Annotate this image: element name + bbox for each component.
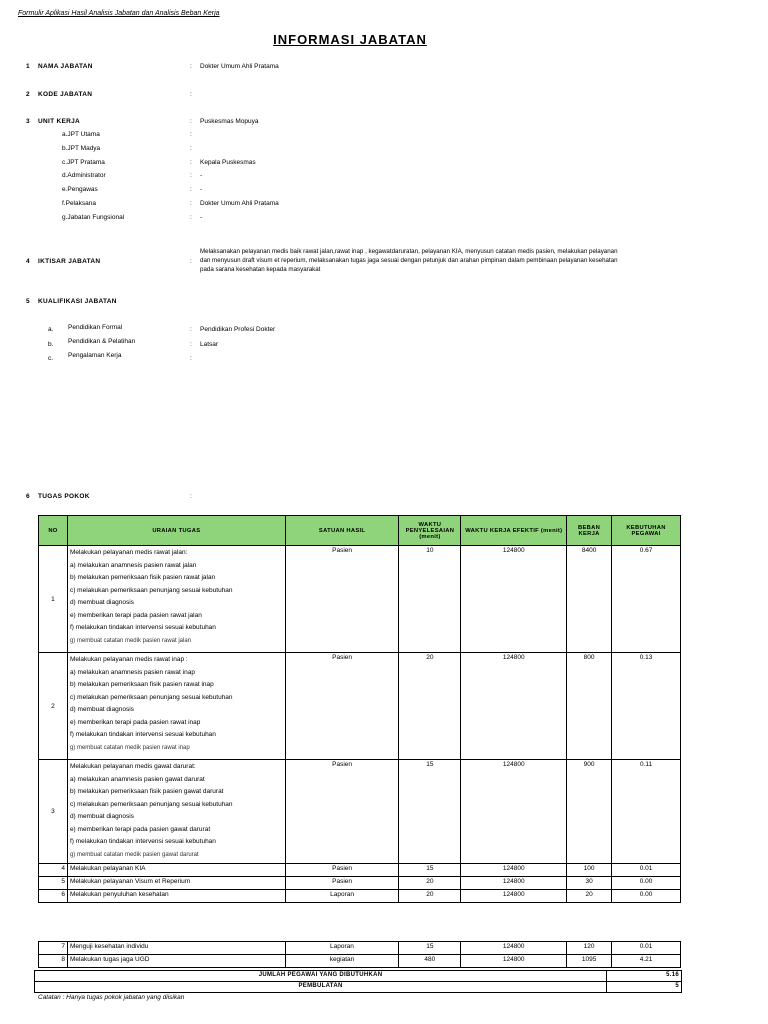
- table-row: [39, 653, 681, 760]
- task-line: g) membuat catatan medik pasien gawat darurat: [69, 851, 199, 858]
- task-line: e) memberikan terapi pada pasien gawat darurat: [69, 825, 211, 833]
- kualifikasi-letter: a.: [48, 326, 54, 333]
- kualifikasi-value: Latsar: [200, 341, 219, 348]
- task-line: f) melakukan tindakan intervensi sesuai kebutuhan: [69, 838, 216, 845]
- row-waktu: 10: [399, 546, 461, 653]
- pembulatan-value: 5: [607, 982, 682, 993]
- row-task: Melakukan pelayanan KIA: [67, 864, 285, 877]
- field-no: 2: [26, 91, 30, 98]
- unit-sub-value: -: [200, 186, 203, 193]
- row-task: Melakukan penyuluhan kesehatan: [67, 890, 285, 903]
- col-header-no: NO: [39, 516, 68, 546]
- tugas-pokok-table: [38, 515, 681, 903]
- col-header-beban: BEBAN KERJA: [567, 516, 612, 546]
- row-no: 4: [39, 864, 68, 877]
- row-beban: 8400: [567, 546, 612, 653]
- row-kebutuhan: 0.67: [612, 546, 681, 653]
- col-header-waktu-efektif: WAKTU KERJA EFEKTIF (menit): [461, 516, 567, 546]
- row-no: 3: [39, 760, 68, 864]
- task-line: a) melakukan anamnesis pasien rawat inap: [69, 668, 195, 676]
- colon: :: [190, 214, 192, 221]
- kualifikasi-label: Pendidikan Formal: [68, 324, 123, 331]
- unit-sub-label: e.Pengawas: [62, 186, 98, 193]
- row-beban: 1095: [567, 955, 612, 968]
- row-efektif: 124800: [461, 955, 567, 968]
- kualifikasi-value: Pendidikan Profesi Dokter: [200, 326, 276, 333]
- unit-sub-label: b.JPT Madya: [62, 145, 101, 152]
- unit-sub-label: a.JPT Utama: [62, 131, 100, 138]
- row-kebutuhan: 4.21: [612, 955, 681, 968]
- colon: :: [190, 145, 192, 152]
- table-row: [39, 864, 681, 877]
- row-no: 2: [39, 653, 68, 760]
- row-task: [67, 653, 285, 760]
- task-line: b) melakukan pemeriksaan fisik pasien rawat jalan: [69, 574, 216, 581]
- task-line: a) melakukan anamnesis pasien gawat darurat: [69, 775, 205, 783]
- unit-sub-label: f.Pelaksana: [62, 200, 96, 207]
- col-header-waktu: WAKTU PENYELESAIAN (menit): [399, 516, 461, 546]
- task-line: c) melakukan pemeriksaan penunjang sesuai kebutuhan: [69, 693, 233, 701]
- jumlah-row: [35, 971, 682, 982]
- pembulatan-row: [35, 982, 682, 993]
- row-satuan: Laporan: [285, 942, 399, 955]
- row-kebutuhan: 0.13: [612, 653, 681, 760]
- row-beban: 120: [567, 942, 612, 955]
- task-line: c) melakukan pemeriksaan penunjang sesuai kebutuhan: [69, 800, 233, 808]
- row-satuan: Laporan: [285, 890, 399, 903]
- row-task: Menguji kesehatan individu: [67, 942, 285, 955]
- colon: :: [190, 258, 192, 265]
- row-efektif: 124800: [461, 890, 567, 903]
- kualifikasi-letter: b.: [48, 341, 54, 348]
- task-line: d) membuat diagnosis: [69, 599, 134, 606]
- colon: :: [190, 186, 192, 193]
- col-header-kebutuhan: KEBUTUHAN PEGAWAI: [612, 516, 681, 546]
- row-efektif: 124800: [461, 546, 567, 653]
- unit-sub-value: -: [200, 172, 203, 179]
- row-beban: 20: [567, 890, 612, 903]
- kualifikasi-label: Pendidikan & Pelatihan: [68, 338, 136, 345]
- row-beban: 800: [567, 653, 612, 760]
- jumlah-value: 5.16: [607, 971, 682, 982]
- kualifikasi-letter: c.: [48, 355, 54, 362]
- colon: :: [190, 118, 192, 125]
- task-line: b) melakukan pemeriksaan fisik pasien rawat inap: [69, 681, 214, 688]
- task-line: d) membuat diagnosis: [69, 813, 134, 820]
- task-line: Melakukan pelayanan medis gawat darurat:: [69, 763, 196, 770]
- field-label-unit-kerja: UNIT KERJA: [38, 118, 81, 125]
- task-line: e) memberikan terapi pada pasien rawat inap: [69, 718, 201, 726]
- table-row: [39, 890, 681, 903]
- colon: :: [190, 159, 192, 166]
- row-task: Melakukan pelayanan Visum et Reperium: [67, 877, 285, 890]
- row-efektif: 124800: [461, 864, 567, 877]
- table-row: [39, 877, 681, 890]
- field-label-kualifikasi: KUALIFIKASI JABATAN: [38, 298, 117, 305]
- task-line: Melakukan pelayanan medis rawat inap :: [69, 656, 188, 663]
- row-satuan: Pasien: [285, 653, 399, 760]
- unit-sub-value: Dokter Umum Ahli Pratama: [200, 200, 279, 207]
- field-label-kode-jabatan: KODE JABATAN: [38, 91, 93, 98]
- task-line: a) melakukan anamnesis pasien rawat jalan: [69, 561, 197, 569]
- row-beban: 900: [567, 760, 612, 864]
- task-line: f) melakukan tindakan intervensi sesuai kebutuhan: [69, 731, 216, 738]
- row-waktu: 480: [399, 955, 461, 968]
- form-header: Formulir Aplikasi Hasil Analisis Jabatan dan Analisis Beban Kerja: [18, 10, 220, 17]
- field-no: 4: [26, 258, 30, 265]
- field-label-nama-jabatan: NAMA JABATAN: [38, 63, 93, 70]
- table-row: [39, 760, 681, 864]
- row-beban: 100: [567, 864, 612, 877]
- summary-table: [34, 970, 682, 993]
- field-label-iktisar: IKTISAR JABATAN: [38, 258, 101, 265]
- field-value-nama-jabatan: Dokter Umum Ahli Pratama: [200, 63, 279, 70]
- row-efektif: 124800: [461, 653, 567, 760]
- task-line: Melakukan pelayanan medis rawat jalan:: [69, 549, 188, 556]
- jumlah-label: JUMLAH PEGAWAI YANG DIBUTUHKAN: [35, 971, 607, 982]
- col-header-uraian: URAIAN TUGAS: [67, 516, 285, 546]
- table-row: [39, 955, 681, 968]
- row-no: 1: [39, 546, 68, 653]
- row-waktu: 20: [399, 877, 461, 890]
- row-efektif: 124800: [461, 942, 567, 955]
- colon: :: [190, 355, 192, 362]
- field-no: 6: [26, 493, 30, 500]
- unit-sub-label: c.JPT Pratama: [62, 159, 105, 166]
- task-line: e) memberikan terapi pada pasien rawat jalan: [69, 611, 202, 619]
- colon: :: [190, 63, 192, 70]
- row-kebutuhan: 0.00: [612, 877, 681, 890]
- task-line: b) melakukan pemeriksaan fisik pasien gawat darurat: [69, 788, 224, 795]
- unit-sub-value: -: [200, 214, 203, 221]
- row-task: Melakukan tugas jaga UGD: [67, 955, 285, 968]
- row-waktu: 20: [399, 653, 461, 760]
- colon: :: [190, 326, 192, 333]
- colon: :: [190, 341, 192, 348]
- row-no: 5: [39, 877, 68, 890]
- row-waktu: 15: [399, 942, 461, 955]
- pembulatan-label: PEMBULATAN: [35, 982, 607, 993]
- task-line: f) melakukan tindakan intervensi sesuai kebutuhan: [69, 624, 216, 631]
- row-efektif: 124800: [461, 877, 567, 890]
- row-kebutuhan: 0.01: [612, 942, 681, 955]
- table-row: [39, 942, 681, 955]
- row-waktu: 20: [399, 890, 461, 903]
- task-line: g) membuat catatan medik pasien rawat jalan: [69, 637, 192, 644]
- field-label-tugas-pokok: TUGAS POKOK: [38, 493, 90, 500]
- colon: :: [190, 131, 192, 138]
- table-header-row: [39, 516, 681, 546]
- row-waktu: 15: [399, 760, 461, 864]
- colon: :: [190, 493, 192, 500]
- col-header-satuan: SATUAN HASIL: [285, 516, 399, 546]
- row-kebutuhan: 0.00: [612, 890, 681, 903]
- tugas-pokok-table-continued: [38, 941, 681, 968]
- row-task: [67, 760, 285, 864]
- colon: :: [190, 91, 192, 98]
- unit-sub-value: Kepala Puskesmas: [200, 159, 256, 166]
- row-satuan: Pasien: [285, 864, 399, 877]
- row-no: 6: [39, 890, 68, 903]
- field-value-iktisar: Melaksanakan pelayanan medis baik rawat jalan,rawat inap , kegawatdaruratan, pelayanan KIA, menyusun catatan medis pasien, melakukan pelayanan dan menyusun draft visum et reperium, melaksanakan tugas jaga sesuai dengan petunjuk dan arahan pimpinan dalam pembinaan pelayanan kesehatan pada sarana kesehatan kepada masyarakat: [200, 248, 618, 273]
- table-row: [39, 546, 681, 653]
- row-no: 8: [39, 955, 68, 968]
- field-value-unit-kerja: Puskesmas Mopuya: [200, 118, 259, 125]
- field-no: 1: [26, 63, 30, 70]
- row-no: 7: [39, 942, 68, 955]
- row-efektif: 124800: [461, 760, 567, 864]
- row-beban: 30: [567, 877, 612, 890]
- row-task: [67, 546, 285, 653]
- page-title: INFORMASI JABATAN: [273, 32, 427, 47]
- row-kebutuhan: 0.11: [612, 760, 681, 864]
- task-line: c) melakukan pemeriksaan penunjang sesuai kebutuhan: [69, 586, 233, 594]
- unit-sub-label: g.Jabatan Fungsional: [62, 214, 125, 221]
- row-kebutuhan: 0.01: [612, 864, 681, 877]
- unit-sub-label: d.Administrator: [62, 172, 106, 179]
- colon: :: [190, 172, 192, 179]
- colon: :: [190, 200, 192, 207]
- task-line: g) membuat catatan medik pasien rawat inap: [69, 744, 190, 751]
- row-satuan: Pasien: [285, 760, 399, 864]
- row-waktu: 15: [399, 864, 461, 877]
- field-no: 3: [26, 118, 30, 125]
- kualifikasi-label: Pengalaman Kerja: [68, 352, 122, 359]
- row-satuan: Pasien: [285, 546, 399, 653]
- field-no: 5: [26, 298, 30, 305]
- task-line: d) membuat diagnosis: [69, 706, 134, 713]
- catatan-note: Catatan : Hanya tugas pokok jabatan yang diisikan: [38, 994, 185, 1001]
- row-satuan: kegiatan: [285, 955, 399, 968]
- row-satuan: Pasien: [285, 877, 399, 890]
